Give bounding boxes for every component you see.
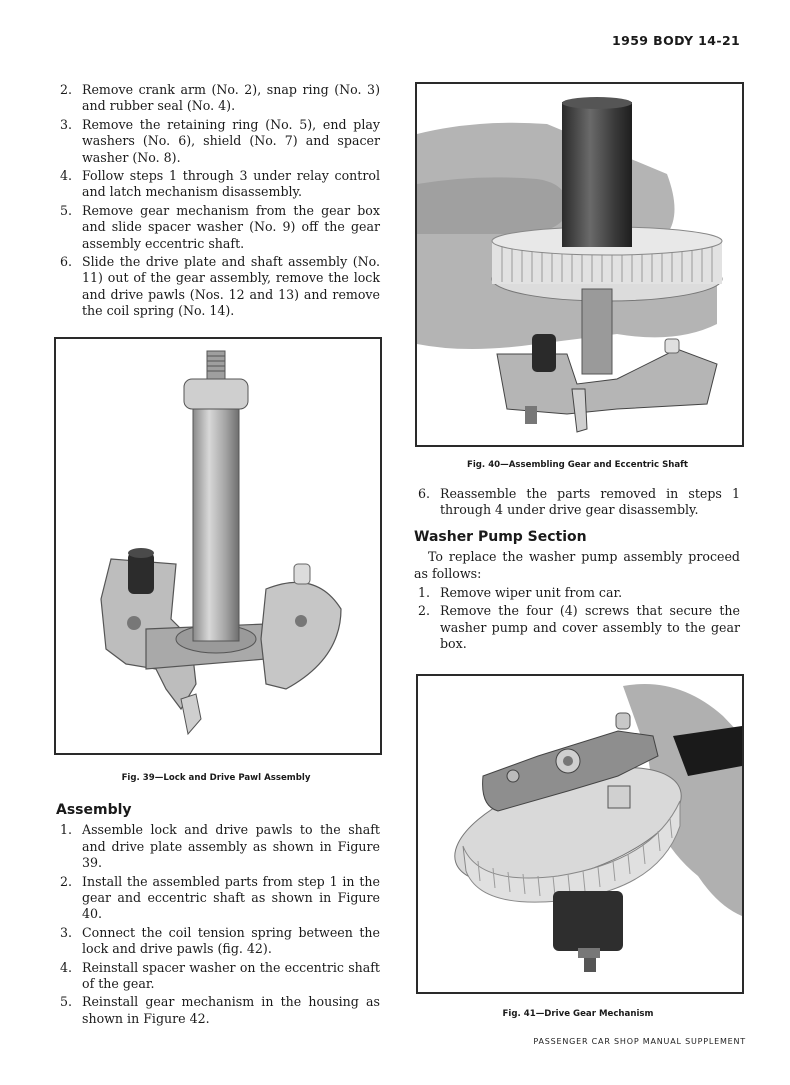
figure-41-caption: Fig. 41—Drive Gear Mechanism <box>502 1009 654 1019</box>
lock-drive-pawl-illustration <box>56 339 380 753</box>
figure-40-photo <box>415 82 744 447</box>
step-text: Remove wiper unit from car. <box>440 585 623 601</box>
assembly-heading: Assembly <box>56 802 132 818</box>
disassembly-steps-block <box>56 82 380 322</box>
step-text: Reassemble the parts removed in steps 1 through 4 under drive gear disassembly. <box>440 486 740 518</box>
step-number: 4. <box>60 959 73 975</box>
running-head: 1959 BODY 14-21 <box>612 33 741 48</box>
step-text: Reinstall gear mechanism in the housing as shown in Figure 42. <box>82 994 380 1026</box>
list-item <box>56 82 380 115</box>
step-number: 6. <box>418 486 431 501</box>
list-item <box>414 486 740 519</box>
step-text: Remove the four (4) screws that secure the washer pump and cover assembly to the gear box. <box>440 603 740 652</box>
list-item <box>56 168 380 201</box>
list-item <box>56 203 380 252</box>
disassembly-steps-list <box>56 82 380 320</box>
reassemble-step-list <box>414 486 740 519</box>
assembling-gear-illustration <box>417 84 742 445</box>
washer-pump-heading: Washer Pump Section <box>414 528 587 545</box>
page-footer: PASSENGER CAR SHOP MANUAL SUPPLEMENT <box>533 1037 746 1046</box>
step-text: Remove gear mechanism from the gear box and slide spacer washer (No. 9) off the gear assembly eccentric shaft. <box>82 202 380 251</box>
drive-gear-mechanism-illustration <box>418 676 742 992</box>
figure-41-photo <box>416 674 744 994</box>
washer-pump-steps-list <box>414 585 740 653</box>
step-text: Remove crank arm (No. 2), snap ring (No. 3) and rubber seal (No. 4). <box>82 82 380 114</box>
figure-40-caption: Fig. 40—Assembling Gear and Eccentric Shaft <box>466 460 689 470</box>
step-text: Follow steps 1 through 3 under relay control and latch mechanism disassembly. <box>82 168 380 200</box>
right-column-text <box>414 486 740 655</box>
step-number: 3. <box>60 924 73 940</box>
list-item <box>56 960 380 993</box>
step-number: 2. <box>60 82 73 97</box>
list-item <box>56 994 380 1027</box>
step-text: Assemble lock and drive pawls to the shaft and drive plate assembly as shown in Figure 39. <box>82 822 380 871</box>
step-number: 5. <box>60 202 73 218</box>
assembly-section <box>56 802 380 1029</box>
step-number: 2. <box>418 603 431 619</box>
list-item <box>56 925 380 958</box>
step-number: 1. <box>60 822 73 838</box>
step-number: 2. <box>60 873 73 889</box>
step-number: 6. <box>60 254 73 270</box>
figure-39-photo <box>54 337 382 755</box>
step-number: 1. <box>418 585 431 601</box>
step-number: 4. <box>60 168 73 184</box>
list-item <box>56 822 380 871</box>
step-text: Install the assembled parts from step 1 in the gear and eccentric shaft as shown in Figure 40. <box>82 873 380 922</box>
step-text: Reinstall spacer washer on the eccentric shaft of the gear. <box>82 959 380 992</box>
assembly-steps-list <box>56 822 380 1027</box>
list-item <box>56 117 380 166</box>
step-text: Connect the coil tension spring between the lock and drive pawls (fig. 42). <box>82 924 380 957</box>
figure-39-caption: Fig. 39—Lock and Drive Pawl Assembly <box>121 773 311 783</box>
step-text: Remove the retaining ring (No. 5), end play washers (No. 6), shield (No. 7) and spacer washer (No. 8). <box>82 116 380 165</box>
list-item <box>414 585 740 601</box>
list-item <box>56 254 380 320</box>
step-number: 5. <box>60 994 73 1010</box>
washer-pump-intro: To replace the washer pump assembly proceed as follows: <box>414 549 740 581</box>
list-item <box>414 603 740 652</box>
step-text: Slide the drive plate and shaft assembly (No. 11) out of the gear assembly, remove the lock and drive pawls (Nos. 12 and 13) and remove the coil spring (No. 14). <box>82 254 380 319</box>
step-number: 3. <box>60 116 73 132</box>
list-item <box>56 874 380 923</box>
